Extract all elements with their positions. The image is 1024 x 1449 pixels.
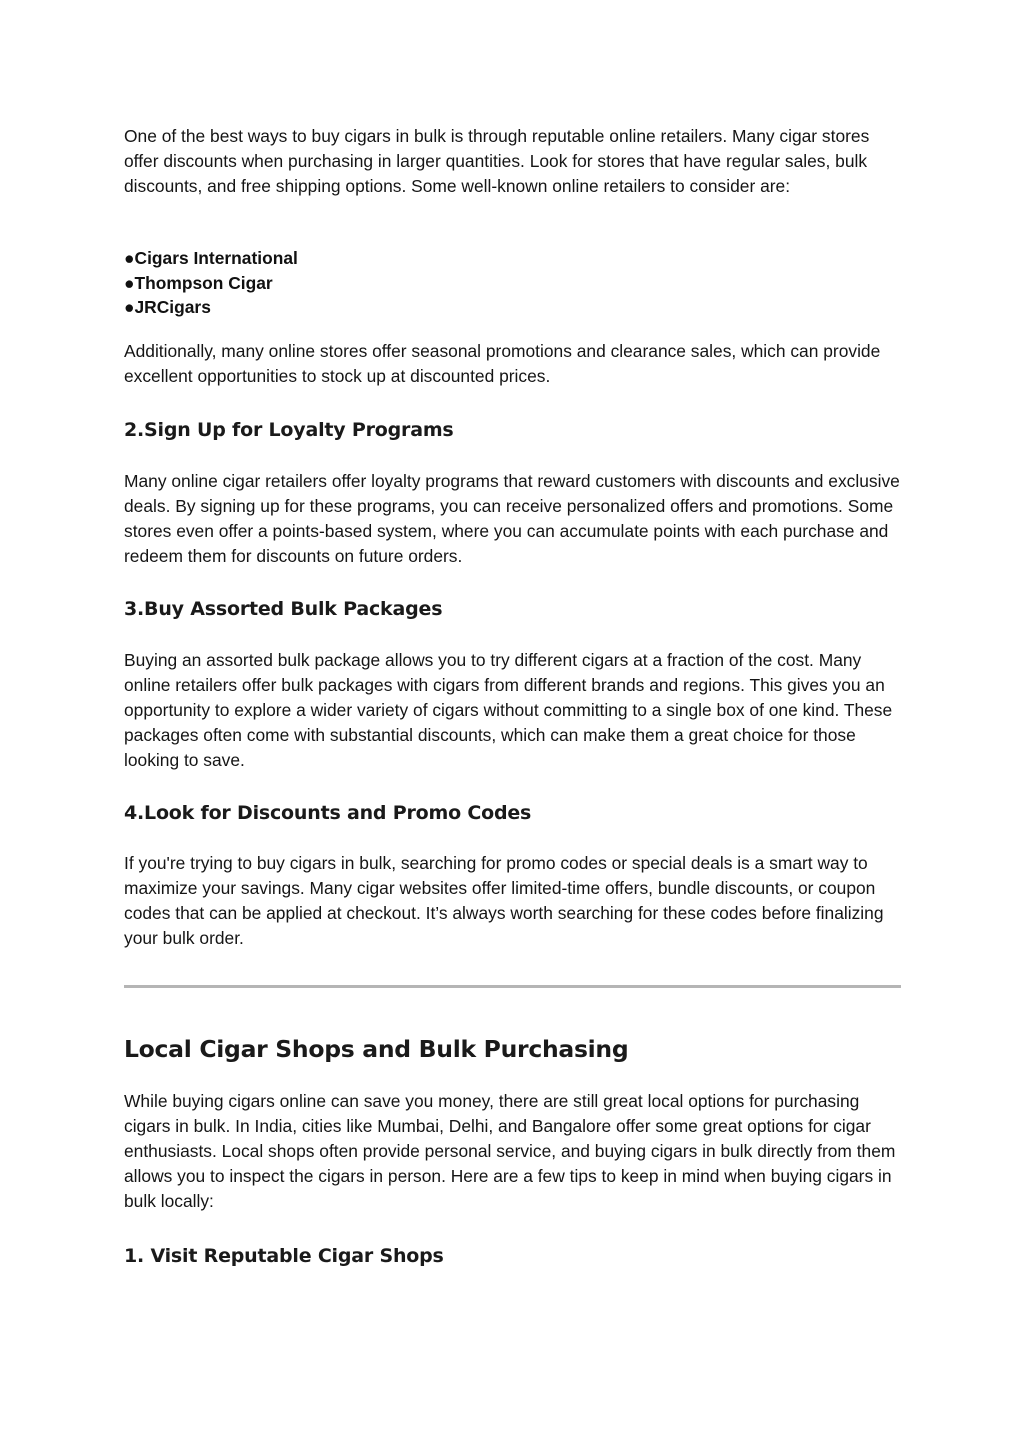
retailer-name: Cigars International — [134, 248, 298, 268]
list-item — [124, 295, 298, 320]
discounts-heading: 4.Look for Discounts and Promo Codes — [124, 802, 532, 824]
list-item — [124, 271, 298, 296]
intro-paragraph: One of the best ways to buy cigars in bulk is through reputable online retailers. Many cigar stores offer discounts when purchasing in larger quantities. Look for stores that have regular sales, bulk discounts, and free shipping options. Some well-known online retailers to consider are: — [124, 126, 870, 196]
section-divider — [124, 985, 901, 988]
visit-shops-heading: 1. Visit Reputable Cigar Shops — [124, 1245, 444, 1267]
bullet-icon: ● — [124, 272, 135, 293]
local-paragraph: While buying cigars online can save you money, there are still great local options for purchasing cigars in bulk. In India, cities like Mumbai, Delhi, and Bangalore offer some great options for cigar enthusiasts. Local shops often provide personal service, and buying cigars in bulk directly from them allows you to inspect the cigars in person. Here are a few tips to keep in mind when buying cigars in bulk locally: — [124, 1091, 896, 1211]
local-section-heading: Local Cigar Shops and Bulk Purchasing — [124, 1035, 629, 1063]
bullet-icon: ● — [124, 248, 135, 268]
assorted-heading: 3.Buy Assorted Bulk Packages — [124, 598, 443, 620]
retailer-list — [124, 246, 298, 320]
retailer-name: JRCigars — [134, 297, 211, 317]
list-item — [124, 246, 298, 271]
assorted-paragraph: Buying an assorted bulk package allows you to try different cigars at a fraction of the cost. Many online retailers offer bulk packages with cigars from different brands and regions. This gives you an opportunity to explore a wider variety of cigars without committing to a single box of one kind. These packages often come with substantial discounts, which can make them a great choice for those looking to save. — [124, 650, 893, 770]
loyalty-paragraph: Many online cigar retailers offer loyalty programs that reward customers with discounts and exclusive deals. By signing up for these programs, you can receive personalized offers and promotions. Some stores even offer a points-based system, where you can accumulate points with each purchase and redeem them for discounts on future orders. — [124, 471, 900, 566]
retailer-name: Thompson Cigar — [134, 272, 273, 293]
loyalty-heading: 2.Sign Up for Loyalty Programs — [124, 419, 454, 441]
discounts-paragraph: If you're trying to buy cigars in bulk, searching for promo codes or special deals is a smart way to maximize your savings. Many cigar websites offer limited-time offers, bundle discounts, or coupon codes that can be applied at checkout. It’s always worth searching for these codes before finalizing your bulk order. — [124, 853, 884, 948]
bullet-icon: ● — [124, 297, 135, 317]
additional-paragraph: Additionally, many online stores offer seasonal promotions and clearance sales, which can provide excellent opportunities to stock up at discounted prices. — [124, 341, 881, 386]
